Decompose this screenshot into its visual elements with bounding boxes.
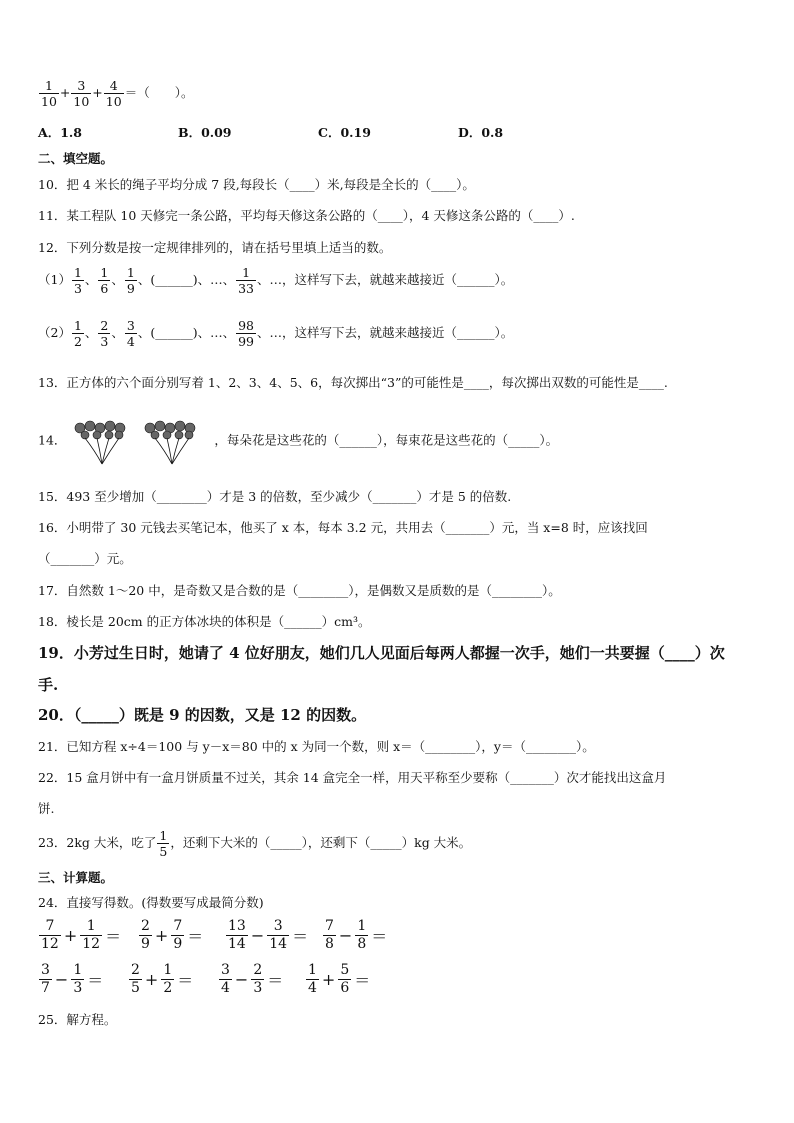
question-10: 10．把 4 米长的绳子平均分成 7 段,每段长（____）米,每段是全长的（____）。 — [38, 177, 475, 192]
calc-item: $\frac{1}{4}$ + $\frac{5}{6}$ ＝ — [308, 962, 371, 996]
fraction: $\frac{2}{9}$ — [141, 918, 150, 952]
fraction: $\frac{1}{2}$ — [73, 318, 82, 349]
fraction: $\frac{5}{6}$ — [340, 962, 350, 996]
section-heading: 二、填空题。 — [38, 151, 114, 166]
question-15: 15．493 至少增加（________）才是 3 的倍数，至少减少（_______）才是 5 的倍数. — [38, 489, 512, 504]
fraction: $\frac{7}{8}$ — [325, 918, 334, 952]
calc-item: $\frac{2}{9}$ + $\frac{7}{9}$ ＝ — [141, 918, 204, 952]
fraction: $\frac{3}{10}$ — [73, 78, 90, 109]
calc-item: $\frac{7}{12}$ + $\frac{1}{12}$ ＝ — [41, 918, 122, 952]
fraction: $\frac{1}{33}$ — [238, 265, 255, 296]
question-23: 23．2kg 大米，吃了 $\frac{1}{5}$ ，还剩下大米的（_____），还剩下（_____）kg 大米。 — [38, 828, 472, 859]
question-18: 18．棱长是 20cm 的正方体冰块的体积是（______）cm³。 — [38, 614, 371, 629]
fraction: $\frac{13}{14}$ — [228, 918, 246, 952]
question-21: 21．已知方程 x÷4＝100 与 y－x＝80 中的 x 为同一个数，则 x＝（________），y＝（________）。 — [38, 739, 595, 754]
fraction: $\frac{3}{14}$ — [269, 918, 288, 952]
calc-item: $\frac{3}{4}$ − $\frac{2}{3}$ ＝ — [221, 962, 284, 996]
fraction: $\frac{7}{12}$ — [41, 918, 59, 952]
fraction: $\frac{1}{10}$ — [41, 78, 57, 109]
fraction: $\frac{98}{99}$ — [238, 318, 255, 349]
question-19-cont: 手. — [38, 676, 59, 694]
fraction: $\frac{3}{7}$ — [41, 962, 50, 996]
question-16: 16．小明带了 30 元钱去买笔记本，他买了 x 本，每本 3.2 元，共用去（_______）元，当 x=8 时，应该找回 — [38, 520, 648, 535]
fraction: $\frac{3}{4}$ — [126, 318, 135, 349]
question-13: 13．正方体的六个面分别写着 1、2、3、4、5、6，每次掷出“3”的可能性是____，每次掷出双数的可能性是____. — [38, 375, 668, 390]
question-16-cont: （_______）元。 — [38, 551, 132, 566]
fraction: $\frac{7}{9}$ — [173, 918, 183, 952]
calc-item: $\frac{3}{7}$ − $\frac{1}{3}$ ＝ — [41, 962, 104, 996]
question-14: 14． ，每朵花是这些花的（______），每束花是这些花的（_____）。 — [38, 416, 558, 466]
fraction: $\frac{1}{2}$ — [163, 962, 173, 996]
fraction: $\frac{3}{4}$ — [221, 962, 230, 996]
option-b: B．0.09 — [178, 125, 232, 140]
question-20: 20．（_____）既是 9 的因数，又是 12 的因数。 — [38, 706, 367, 724]
calc-item: $\frac{7}{8}$ − $\frac{1}{8}$ ＝ — [325, 918, 388, 952]
question-22: 22．15 盒月饼中有一盒月饼质量不过关，其余 14 盒完全一样，用天平称至少要称（_______）次才能找出这盒月 — [38, 770, 667, 785]
question-11: 11．某工程队 10 天修完一条公路，平均每天修这条公路的（____），4 天修这条公路的（____）. — [38, 208, 575, 223]
fraction: $\frac{1}{12}$ — [82, 918, 101, 952]
fraction: $\frac{1}{3}$ — [73, 265, 82, 296]
question-24: 24．直接写得数。(得数要写成最简分数) — [38, 895, 264, 910]
fraction: $\frac{1}{5}$ — [159, 828, 168, 859]
section-heading: 三、计算题。 — [38, 870, 114, 885]
question-22-cont: 饼. — [38, 801, 55, 816]
fraction: $\frac{4}{10}$ — [105, 78, 122, 109]
fraction: $\frac{1}{4}$ — [308, 962, 317, 996]
question-12-part-1: （1） $\frac{1}{3}$ 、 $\frac{1}{6}$ 、 $\frac{1}{9}$ 、(______)、…、 $\frac{1}{33}$ 、…，这样写下去，就越来越接近（______）。 — [38, 265, 514, 296]
question-25: 25．解方程。 — [38, 1012, 117, 1027]
flower-bouquets-illustration — [70, 416, 210, 466]
option-a: A．1.8 — [38, 125, 82, 140]
fraction: $\frac{1}{8}$ — [357, 918, 367, 952]
q9-expression: $\frac{1}{10}$ + $\frac{3}{10}$ + $\frac{4}{10}$ ＝（ ）。 — [41, 78, 194, 109]
fraction: $\frac{1}{6}$ — [100, 265, 109, 296]
fraction: $\frac{2}{3}$ — [100, 318, 109, 349]
calc-item: $\frac{13}{14}$ − $\frac{3}{14}$ ＝ — [228, 918, 309, 952]
option-c: C．0.19 — [318, 125, 371, 140]
fraction: $\frac{2}{3}$ — [253, 962, 263, 996]
option-d: D．0.8 — [458, 125, 504, 140]
q9-options — [38, 125, 598, 141]
question-19: 19．小芳过生日时，她请了 4 位好朋友，她们几人见面后每两人都握一次手，她们一共要握（____）次 — [38, 644, 725, 662]
question-12: 12．下列分数是按一定规律排列的，请在括号里填上适当的数。 — [38, 240, 392, 255]
fraction: $\frac{1}{3}$ — [73, 962, 83, 996]
fraction: $\frac{2}{5}$ — [131, 962, 140, 996]
question-17: 17．自然数 1～20 中，是奇数又是合数的是（________），是偶数又是质数的是（________）。 — [38, 583, 561, 598]
calc-item: $\frac{2}{5}$ + $\frac{1}{2}$ ＝ — [131, 962, 194, 996]
fraction: $\frac{1}{9}$ — [126, 265, 135, 296]
question-12-part-2: （2） $\frac{1}{2}$ 、 $\frac{2}{3}$ 、 $\frac{3}{4}$ 、(______)、…、 $\frac{98}{99}$ 、…，这样写下去，就越来越接近（______）。 — [38, 318, 514, 349]
